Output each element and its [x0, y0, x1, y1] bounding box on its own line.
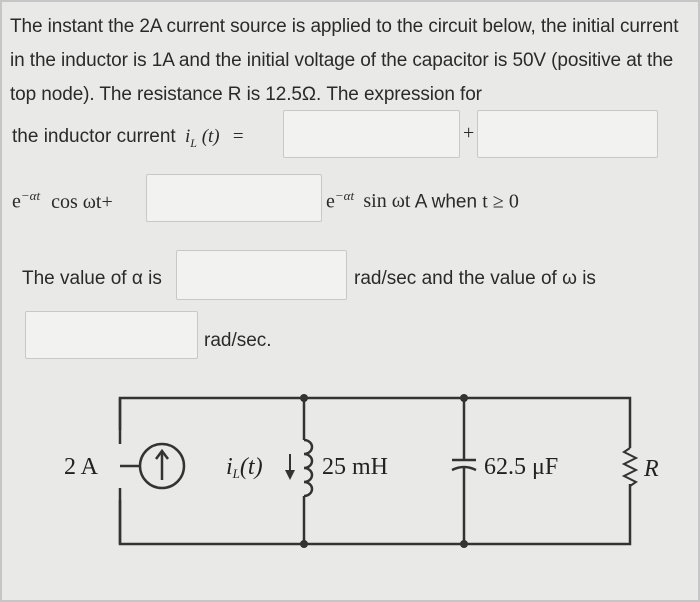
inductor-current-label: iL(t) — [226, 454, 263, 481]
current-source — [112, 398, 184, 544]
question-intro: The instant the 2A current source is applied to the circuit below, the initial current in the inductor is 1A and the initial voltage of the capacitor is 50V (positive at the top node). The resistance R is 12.5Ω. The expression for — [10, 16, 679, 105]
capacitor-label: 62.5 μF — [484, 454, 559, 480]
sin-term: sin ωt — [363, 190, 411, 213]
capacitor — [452, 394, 476, 548]
omega-prompt: rad/sec and the value of ω is — [354, 268, 596, 289]
alpha-input[interactable] — [176, 250, 347, 300]
constant-term-input[interactable] — [283, 110, 460, 158]
plus-sign: + — [463, 122, 475, 144]
inductor — [285, 394, 312, 548]
cos-coefficient-input[interactable] — [477, 110, 658, 158]
resistor — [622, 448, 638, 486]
exp-base: e — [12, 190, 21, 213]
alpha-prompt: The value of α is — [22, 268, 162, 289]
omega-input[interactable] — [25, 311, 198, 359]
func-i: i — [184, 126, 191, 147]
time-condition: t ≥ 0 — [482, 190, 519, 213]
unit-amp: A — [414, 191, 427, 213]
arrow-down-icon — [285, 470, 295, 480]
inductor-current-label — [12, 126, 244, 151]
resistor-label: R — [644, 456, 659, 482]
cos-term: cos ωt+ — [51, 190, 113, 213]
inductor-label: 25 mH — [322, 454, 388, 480]
exp-cos-term — [12, 188, 113, 214]
exp-power-2: −αt — [334, 188, 355, 203]
exp-power: −αt — [20, 188, 41, 203]
source-label: 2 A — [64, 454, 99, 480]
inductor-current-symbol — [184, 126, 220, 150]
circuit-diagram — [0, 370, 700, 602]
equals-sign: = — [232, 126, 244, 147]
exp-base-2: e — [326, 190, 335, 213]
rad-sec-label: rad/sec. — [204, 330, 272, 351]
cos-coefficient-2-input[interactable] — [146, 174, 322, 222]
when-text: when — [431, 191, 478, 213]
func-arg: (t) — [201, 126, 220, 147]
inductor-current-text: the inductor current — [12, 126, 176, 147]
func-sub: L — [190, 135, 197, 150]
exp-sin-term — [326, 188, 519, 213]
